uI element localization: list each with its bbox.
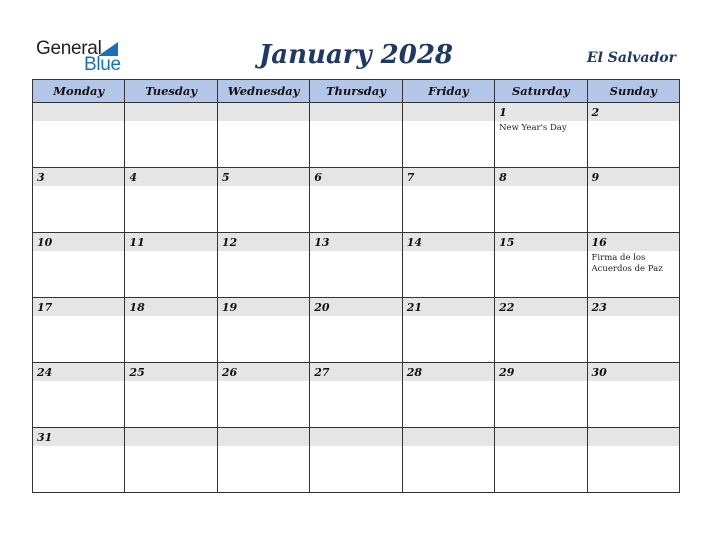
day-cell (217, 363, 309, 428)
week-row (33, 363, 680, 428)
day-number: 20 (314, 301, 330, 314)
day-number: 25 (129, 366, 145, 379)
day-cell (217, 103, 309, 168)
day-number: 3 (37, 171, 45, 184)
day-number: 27 (314, 366, 330, 379)
day-cell (125, 428, 217, 493)
day-number: 12 (221, 236, 238, 249)
week-row (33, 103, 680, 168)
day-cell (310, 363, 402, 428)
week-row (33, 233, 680, 298)
day-number-band (218, 428, 309, 446)
week-row (33, 298, 680, 363)
day-cell (587, 298, 679, 363)
day-number-band (310, 168, 401, 186)
day-number: 29 (499, 366, 515, 379)
day-cell (495, 233, 587, 298)
day-number: 11 (129, 236, 145, 249)
day-number: 18 (129, 301, 145, 314)
day-cell (125, 298, 217, 363)
day-cell (33, 428, 125, 493)
day-number: 30 (591, 366, 607, 379)
day-cell (217, 168, 309, 233)
day-cell (125, 168, 217, 233)
day-cell (587, 428, 679, 493)
day-number: 23 (591, 301, 607, 314)
day-number: 24 (37, 366, 53, 379)
day-cell (125, 363, 217, 428)
day-cell (402, 363, 494, 428)
holiday-label: New Year's Day (499, 123, 567, 133)
day-number-band (588, 168, 679, 186)
day-number: 22 (499, 301, 515, 314)
day-number-band (218, 103, 309, 121)
day-number: 4 (129, 171, 138, 184)
day-number: 5 (221, 171, 230, 184)
day-number: 13 (314, 236, 330, 249)
day-number-band (403, 103, 494, 121)
day-cell (310, 103, 402, 168)
day-number: 1 (499, 106, 507, 119)
day-number: 17 (37, 301, 53, 314)
weekday-sunday: Sunday (587, 80, 679, 103)
day-cell (33, 363, 125, 428)
day-number-band (310, 103, 401, 121)
weekday-tuesday: Tuesday (125, 80, 217, 103)
day-number-band (588, 428, 679, 446)
day-number: 16 (591, 236, 607, 249)
week-row (33, 168, 680, 233)
day-cell (587, 103, 679, 168)
day-number-band (125, 168, 216, 186)
week-row (33, 428, 680, 493)
country-name: El Salvador (586, 50, 676, 66)
day-cell (217, 233, 309, 298)
day-number: 2 (591, 106, 600, 119)
day-cell (33, 168, 125, 233)
day-number-band (403, 428, 494, 446)
day-cell (587, 168, 679, 233)
logo-text-general: General (36, 38, 102, 59)
day-number: 21 (406, 301, 422, 314)
day-cell (402, 428, 494, 493)
day-cell (217, 298, 309, 363)
day-cell (310, 233, 402, 298)
calendar-title: January 2028 (258, 40, 454, 70)
day-cell (402, 298, 494, 363)
day-number: 19 (221, 301, 238, 314)
day-number-band (588, 103, 679, 121)
day-cell (495, 428, 587, 493)
day-number-band (33, 103, 124, 121)
day-number: 31 (37, 431, 53, 444)
day-number-band (125, 428, 216, 446)
day-cell (402, 168, 494, 233)
logo-text-blue: Blue (84, 54, 121, 75)
day-cell (310, 168, 402, 233)
day-number-band (310, 428, 401, 446)
day-cell (495, 363, 587, 428)
day-cell (310, 428, 402, 493)
day-number-band (403, 168, 494, 186)
weekday-wednesday: Wednesday (217, 80, 309, 103)
day-number: 9 (591, 171, 600, 184)
day-number: 6 (314, 171, 322, 184)
weekday-header-row (33, 80, 680, 103)
day-number: 26 (221, 366, 238, 379)
day-number: 8 (499, 171, 507, 184)
day-number-band (33, 168, 124, 186)
day-cell (125, 103, 217, 168)
day-cell (33, 298, 125, 363)
day-cell (33, 233, 125, 298)
day-cell (125, 233, 217, 298)
day-number: 7 (406, 171, 415, 184)
day-number-band (495, 103, 586, 121)
day-cell (495, 168, 587, 233)
day-cell (402, 103, 494, 168)
day-number-band (218, 168, 309, 186)
holiday-label: Firma de los Acuerdos de Paz (591, 253, 663, 274)
day-number: 14 (406, 236, 422, 249)
weekday-thursday: Thursday (310, 80, 402, 103)
day-number: 15 (499, 236, 515, 249)
day-number: 10 (37, 236, 53, 249)
weekday-saturday: Saturday (495, 80, 587, 103)
day-cell (495, 103, 587, 168)
day-cell (587, 233, 679, 298)
day-cell (402, 233, 494, 298)
weekday-monday: Monday (33, 80, 125, 103)
day-number-band (495, 168, 586, 186)
day-cell (495, 298, 587, 363)
day-number-band (125, 103, 216, 121)
day-cell (33, 103, 125, 168)
day-cell (587, 363, 679, 428)
weekday-friday: Friday (402, 80, 494, 103)
day-cell (310, 298, 402, 363)
day-number-band (495, 428, 586, 446)
day-cell (217, 428, 309, 493)
day-number: 28 (406, 366, 422, 379)
calendar-grid (32, 79, 680, 493)
